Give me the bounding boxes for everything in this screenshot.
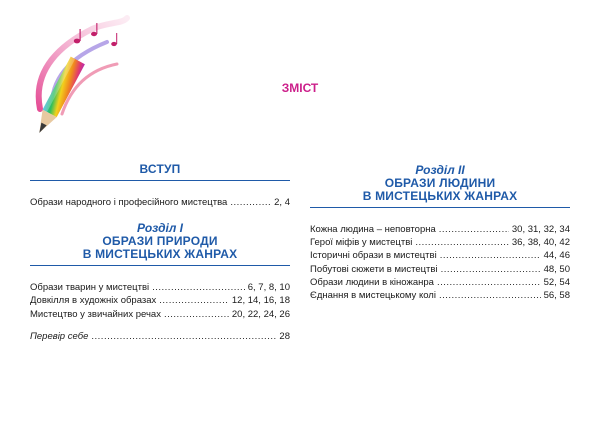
section-1-title-line2: В МИСТЕЦЬКИХ ЖАНРАХ	[82, 247, 238, 262]
toc-entry-title: Образи тварин у мистецтві	[30, 282, 150, 294]
toc-entry[interactable]	[30, 196, 290, 209]
toc-entry-check[interactable]	[30, 330, 290, 343]
dot-leader	[441, 263, 541, 276]
toc-entry-title: Образи народного і професійного мистецтва	[30, 197, 228, 208]
dot-leader	[91, 330, 276, 343]
toc-entry-title: Історичні образи в мистецтві	[310, 250, 437, 262]
page-title: ЗМІСТ	[281, 81, 319, 95]
toc-entry[interactable]	[310, 249, 570, 262]
toc-entry-title: Мистецтво у звичайних речах	[30, 308, 161, 320]
toc-entry-title: Образи людини в кіножанра	[310, 276, 434, 288]
dot-leader	[439, 289, 541, 302]
toc-entry-pages: 56, 58	[543, 290, 570, 302]
dot-leader	[164, 308, 229, 321]
divider	[30, 180, 290, 181]
dot-leader	[437, 276, 541, 289]
toc-entry[interactable]	[310, 289, 570, 302]
toc-entry-pages: 48, 50	[543, 263, 570, 275]
toc-entry-pages: 28	[279, 330, 290, 342]
section-1-label: Розділ І	[136, 221, 184, 236]
toc-entry-title: Кожна людина – неповторна	[310, 224, 436, 235]
toc-entry[interactable]	[30, 294, 290, 307]
toc-entry[interactable]	[310, 276, 570, 289]
dot-leader	[152, 281, 245, 294]
toc-entry-title: Герої міфів у мистецтві	[310, 237, 413, 249]
toc-entry-pages: 2, 4	[274, 197, 290, 208]
divider	[310, 207, 570, 208]
dot-leader	[159, 294, 229, 307]
toc-entry-title: Перевір себе	[30, 330, 89, 342]
dot-leader	[439, 223, 509, 236]
section-2-title-line2: В МИСТЕЦЬКИХ ЖАНРАХ	[362, 189, 518, 203]
section-2-label: Розділ ІІ	[415, 163, 465, 177]
toc-entry-pages: 36, 38, 40, 42	[511, 237, 570, 249]
dot-leader	[230, 196, 271, 209]
toc-entry-pages: 6, 7, 8, 10	[247, 282, 290, 294]
toc-entry-pages: 12, 14, 16, 18	[231, 295, 290, 307]
toc-entry[interactable]	[310, 223, 570, 236]
toc-entry-pages: 20, 22, 24, 26	[231, 308, 290, 320]
toc-left-column	[30, 163, 290, 343]
toc-right-column	[310, 163, 570, 302]
toc-entry-pages: 44, 46	[543, 250, 570, 262]
toc-entry[interactable]	[30, 308, 290, 321]
toc-entry[interactable]	[30, 281, 290, 294]
section-1-title-line1: ОБРАЗИ ПРИРОДИ	[102, 234, 218, 249]
toc-entry-pages: 52, 54	[543, 276, 570, 288]
dot-leader	[415, 236, 509, 249]
intro-title: ВСТУП	[139, 162, 181, 176]
dot-leader	[440, 249, 541, 262]
section-2-title-line1: ОБРАЗИ ЛЮДИНИ	[384, 176, 496, 190]
toc-entry-pages: 30, 31, 32, 34	[511, 224, 570, 235]
divider	[30, 265, 290, 266]
toc-entry[interactable]	[310, 236, 570, 249]
toc-entry-title: Побутові сюжети в мистецтві	[310, 263, 438, 275]
toc-entry[interactable]	[310, 263, 570, 276]
toc-entry-title: Довкілля в художніх образах	[30, 295, 157, 307]
toc-entry-title: Єднання в мистецькому колі	[310, 290, 436, 302]
